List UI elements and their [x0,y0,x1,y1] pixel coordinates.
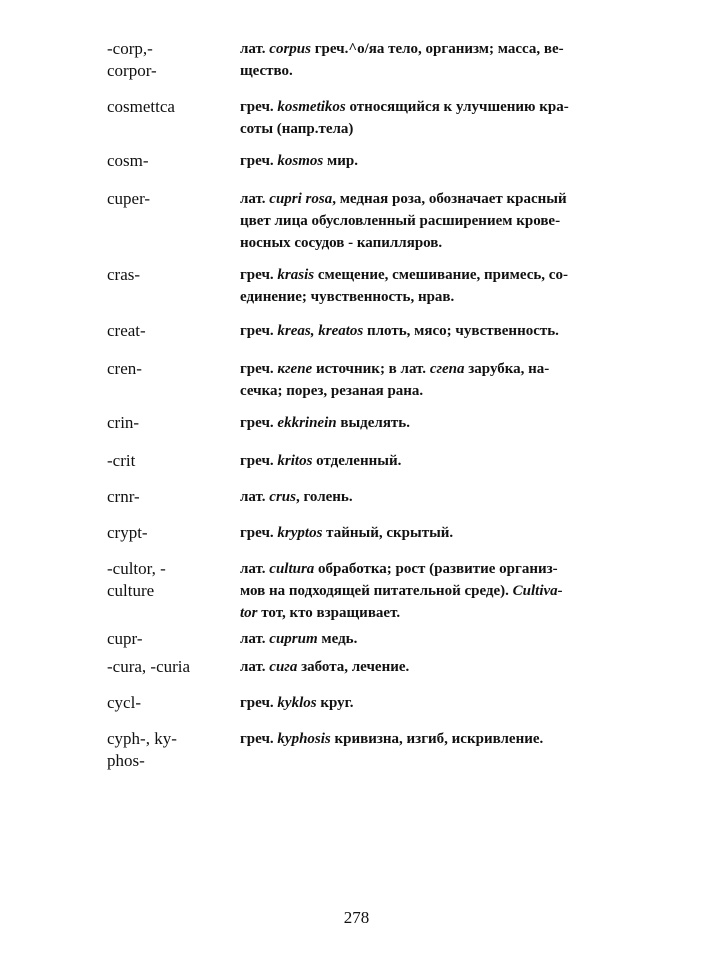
definition-text: греч. [240,453,278,469]
entry-term: creat- [107,321,146,340]
definition-text: греч. [240,731,278,747]
definition-text: цвет лица обусловленный расширением крове- [240,213,561,229]
entry-term: cupr- [107,629,143,648]
entry-term: cuper- [107,189,151,208]
definition-etymon: cupri rosa [269,191,333,207]
definition-text: мир. [323,153,358,169]
definition-text: обработка; рост (развитие организ- [314,561,558,577]
entry-definition [240,320,612,342]
definition-etymon: kreas, kreatos [277,323,364,339]
entry-definition [240,38,612,82]
definition-text: выделять. [336,415,410,431]
entry-term: cras- [107,265,141,284]
entry-term: -cura, -curia [107,657,191,676]
definition-etymon: crus [269,489,296,505]
definition-text: греч.^o/яa тело, организм; масса, ве- [310,41,564,57]
definition-text: сечка; порез, резаная рана. [240,383,424,399]
page-number: 278 [343,908,370,927]
definition-etymon: ekkrinein [277,415,337,431]
definition-text: лат. [240,41,270,57]
definition-etymon: tor [240,605,258,621]
definition-etymon: corpus [269,41,311,57]
definition-etymon: cultura [269,561,315,577]
definition-text: греч. [240,153,278,169]
entry-definition [240,728,612,750]
definition-text: носных сосудов - капилляров. [240,235,443,251]
entry-definition [240,628,612,650]
definition-text: лат. [240,489,270,505]
definition-text: отделенный. [312,453,402,469]
entry-term: cyph-, ky- phos- [107,729,177,770]
definition-text: лат. [240,561,270,577]
definition-text: греч. [240,99,278,115]
definition-etymon: kryptos [277,525,323,541]
entry-term: cosm- [107,151,149,170]
definition-etymon: кгепе [277,361,313,377]
definition-text: греч. [240,361,278,377]
definition-etymon: kosmetikos [277,99,346,115]
definition-text: мов на подходящей питательной среде). [240,583,513,599]
entry-term: -crit [107,451,136,470]
definition-text: единение; чувственность, нрав. [240,289,455,305]
definition-etymon: kritos [277,453,313,469]
definition-text: тайный, скрытый. [322,525,454,541]
definition-text: греч. [240,525,278,541]
entry-definition [240,656,612,678]
definition-text: плоть, мясо; чувственность. [363,323,559,339]
definition-text: соты (напр.тела) [240,121,354,137]
definition-text: греч. [240,323,278,339]
definition-etymon: kyphosis [277,731,331,747]
entry-definition [240,188,612,254]
definition-text: , голень. [295,489,353,505]
entry-definition [240,522,612,544]
definition-text: медь. [317,631,358,647]
definition-text: лат. [240,659,270,675]
entry-definition [240,96,612,140]
definition-text: щество. [240,63,293,79]
definition-etymon: сгепа [429,361,465,377]
definition-text: источник; в лат. [312,361,430,377]
definition-text: греч. [240,695,278,711]
entry-term: -corp,- corpor- [107,39,157,80]
entry-term: crin- [107,413,140,432]
definition-etymon: krasis [277,267,315,283]
entry-term: cycl- [107,693,141,712]
definition-text: кривизна, изгиб, искривление. [330,731,544,747]
entry-definition [240,450,612,472]
entry-term: -cultor, - culture [107,559,166,600]
entry-definition [240,558,612,624]
definition-text: лат. [240,191,270,207]
definition-text: относящийся к улучшению кра- [345,99,569,115]
definition-etymon: cuprum [269,631,318,647]
definition-etymon: Cultiva- [512,583,563,599]
definition-etymon: kyklos [277,695,317,711]
definition-text: круг. [316,695,354,711]
definition-text: греч. [240,415,278,431]
entry-term: crnr- [107,487,140,506]
entry-term: cosmettca [107,97,175,116]
definition-text: лат. [240,631,270,647]
definition-text: греч. [240,267,278,283]
entry-definition [240,264,612,308]
entry-definition [240,692,612,714]
definition-text: смещение, смешивание, примесь, со- [314,267,568,283]
entry-definition [240,486,612,508]
entry-term: cren- [107,359,142,378]
definition-text: забота, лечение. [297,659,410,675]
entry-definition [240,412,612,434]
definition-text: , медная роза, обозначает красный [332,191,567,207]
entry-term: crypt- [107,523,148,542]
definition-text: тот, кто взращивает. [257,605,401,621]
definition-etymon: сига [269,659,298,675]
entry-definition [240,150,612,172]
definition-etymon: kosmos [277,153,324,169]
definition-text: зарубка, на- [464,361,550,377]
entry-definition [240,358,612,402]
